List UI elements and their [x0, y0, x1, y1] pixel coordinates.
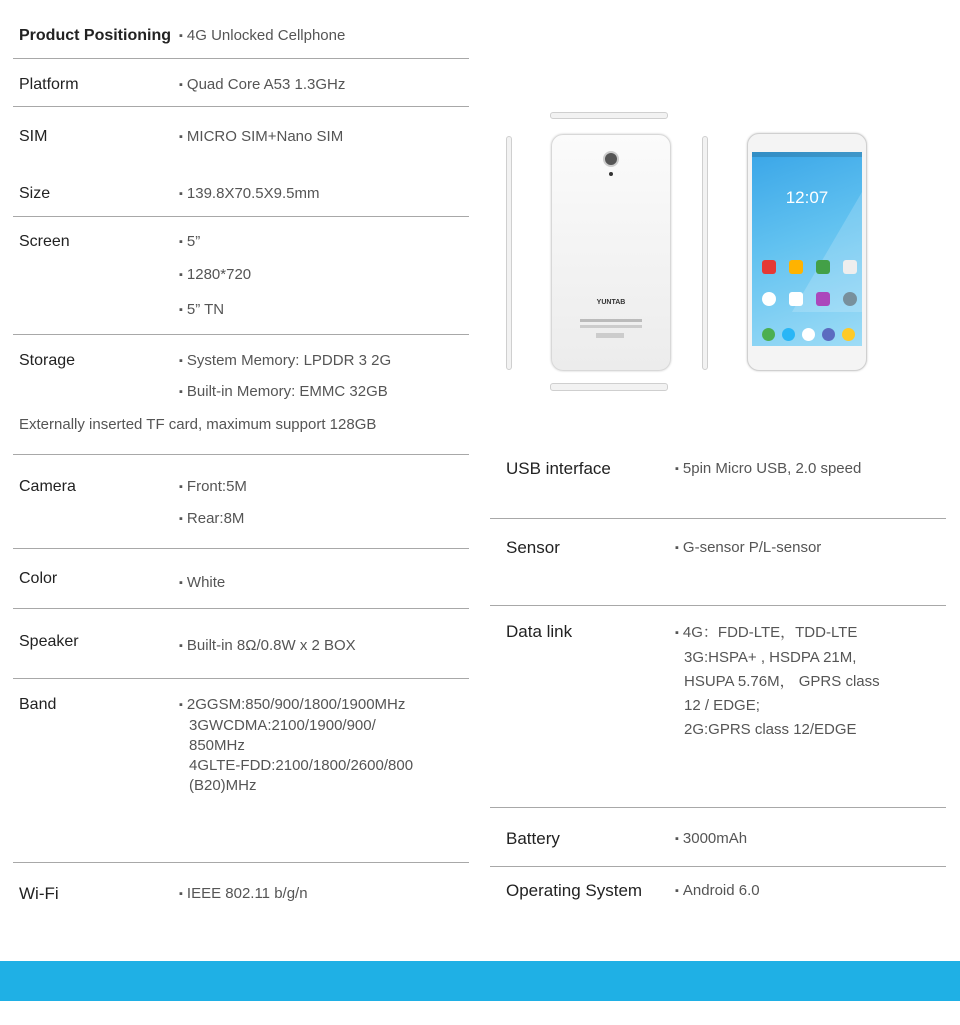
divider — [13, 58, 469, 59]
value-platform: ▪ Quad Core A53 1.3GHz — [179, 76, 345, 93]
value-os: ▪ Android 6.0 — [675, 882, 760, 899]
music-app-icon — [762, 260, 776, 274]
value-wifi: ▪ IEEE 802.11 b/g/n — [179, 885, 308, 902]
browser-icon — [822, 328, 835, 341]
footer-accent-bar — [0, 961, 960, 1001]
label-color: Color — [19, 570, 58, 587]
divider — [13, 548, 469, 549]
label-speaker: Speaker — [19, 633, 79, 650]
value-system-memory: ▪ System Memory: LPDDR 3 2G — [179, 352, 391, 369]
label-camera: Camera — [19, 478, 76, 495]
phone-top-edge — [550, 112, 668, 119]
value-builtin-memory: ▪ Built-in Memory: EMMC 32GB — [179, 383, 388, 400]
label-os: Operating System — [506, 881, 643, 900]
phone-side-left — [506, 136, 512, 370]
value-camera-rear: ▪ Rear:8M — [179, 510, 244, 527]
value-camera-front: ▪ Front:5M — [179, 478, 247, 495]
value-sim: ▪ MICRO SIM+Nano SIM — [179, 128, 343, 145]
band-line: 850MHz — [189, 737, 245, 754]
value-battery: ▪ 3000mAh — [675, 830, 747, 847]
certification-icons — [596, 333, 624, 338]
label-screen: Screen — [19, 233, 70, 250]
data-link-line: ▪ 4G：FDD-LTE，TDD-LTE — [675, 621, 880, 646]
phone-app-icon — [762, 328, 775, 341]
phone-bottom-edge — [550, 383, 668, 391]
clock-app-icon — [762, 292, 776, 306]
data-link-line: 3G:HSPA+ , HSDPA 21M, — [684, 649, 857, 666]
email-icon — [843, 260, 857, 274]
back-fine-print — [580, 325, 642, 328]
calendar-icon — [789, 292, 803, 306]
rear-camera-icon — [603, 151, 619, 167]
label-storage: Storage — [19, 352, 76, 369]
divider — [13, 678, 469, 679]
divider — [490, 605, 946, 606]
label-size: Size — [19, 185, 51, 202]
data-link-line: 2G:GPRS class 12/EDGE — [684, 721, 857, 738]
phone-screen — [752, 152, 862, 346]
value-color: ▪ White — [179, 574, 225, 591]
phone-product-image — [490, 100, 890, 410]
value-screen-resolution: ▪ 1280*720 — [179, 266, 251, 283]
divider — [490, 518, 946, 519]
label-data-link: Data link — [506, 622, 573, 641]
band-line: ▪ 2GGSM:850/900/1800/1900MHz — [179, 695, 413, 716]
phone-front — [747, 133, 867, 371]
divider — [13, 608, 469, 609]
divider — [13, 454, 469, 455]
divider — [13, 216, 469, 217]
label-platform: Platform — [19, 76, 79, 93]
phone-side-right — [702, 136, 708, 370]
divider — [13, 862, 469, 863]
value-product-positioning: ▪ 4G Unlocked Cellphone — [179, 27, 345, 44]
apps-drawer-icon — [802, 328, 815, 341]
band-line: (B20)MHz — [189, 777, 257, 794]
value-usb: ▪ 5pin Micro USB, 2.0 speed — [675, 460, 861, 477]
clock-display: 12:07 — [785, 188, 829, 207]
value-screen-type: ▪ 5” TN — [179, 301, 224, 318]
storage-note: Externally inserted TF card, maximum support 128GB — [19, 416, 377, 433]
back-fine-print — [580, 319, 642, 322]
divider — [13, 334, 469, 335]
data-link-line: 12 / EDGE; — [684, 697, 760, 714]
label-wifi: Wi-Fi — [19, 884, 59, 903]
divider — [490, 807, 946, 808]
file-manager-icon — [789, 260, 803, 274]
settings-icon — [843, 292, 857, 306]
value-sensor: ▪ G-sensor P/L-sensor — [675, 539, 821, 556]
value-band — [179, 695, 413, 796]
label-sim: SIM — [19, 128, 48, 145]
value-screen-size: ▪ 5” — [179, 233, 200, 250]
label-usb: USB interface — [506, 459, 611, 478]
label-battery: Battery — [506, 829, 560, 848]
divider — [13, 106, 469, 107]
label-product-positioning: Product Positioning — [19, 27, 171, 44]
gallery-icon — [816, 292, 830, 306]
messages-icon — [782, 328, 795, 341]
flash-icon — [609, 172, 613, 176]
band-line: 3GWCDMA:2100/1900/900/ — [189, 717, 376, 734]
play-store-icon — [816, 260, 830, 274]
label-sensor: Sensor — [506, 538, 560, 557]
camera-app-icon — [842, 328, 855, 341]
brand-logo: YUNTAB — [596, 299, 626, 306]
value-size: ▪ 139.8X70.5X9.5mm — [179, 185, 320, 202]
divider — [490, 866, 946, 867]
data-link-line: HSUPA 5.76M， GPRS class — [684, 673, 880, 690]
status-bar — [752, 152, 862, 157]
phone-back — [551, 134, 671, 371]
value-speaker: ▪ Built-in 8Ω/0.8W x 2 BOX — [179, 637, 356, 654]
label-band: Band — [19, 696, 57, 713]
value-data-link — [675, 621, 880, 742]
band-line: 4GLTE-FDD:2100/1800/2600/800 — [189, 757, 414, 774]
